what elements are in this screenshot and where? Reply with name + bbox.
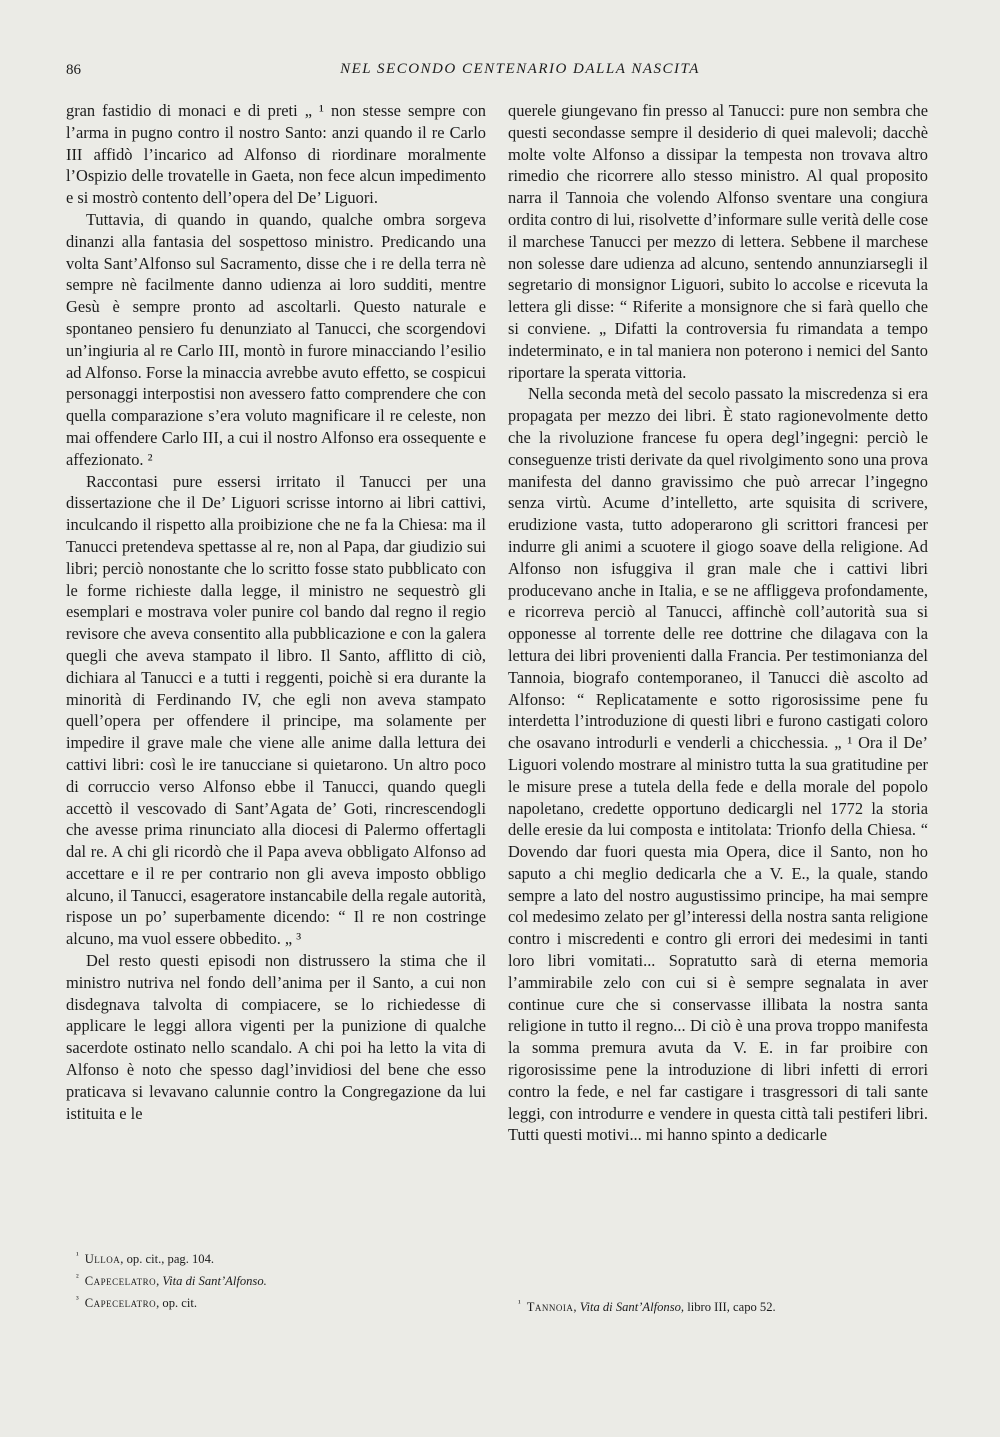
footnote-marker: ³ <box>76 1294 79 1305</box>
footnote: $^{^1}$ Tannoia, Vita di Sant’Alfonso, libro III, capo 52. <box>518 1298 776 1315</box>
paragraph: Tuttavia, di quando in quando, qualche ombra sorgeva dinanzi alla fantasia del sospettoso ministro. Predicando una volta Sant’Alfonso sul Sacramento, disse che i re della terra nè sempre nè facilmente danno udienza ai loro sudditi, mentre Gesù è sempre pronto ad ascoltarli. Questo naturale e spontaneo pensiero fu denunziato al Tanucci, che scorgendovi un’ingiuria al re Carlo III, montò in furore minacciando l’esilio ad Alfonso. Forse la minaccia avrebbe avuto effetto, se cospicui personaggi interpostisi non avessero fatto comprendere che con quella comparazione s’era voluto magnificare il re celeste, non mai offendere Carlo III, a cui il nostro Alfonso era ossequente e affezionato. ² <box>66 209 486 469</box>
footnote-author: Tannoia <box>526 1300 574 1315</box>
footnote-marker: ² <box>76 1272 79 1283</box>
paragraph: Nella seconda metà del secolo passato la miscredenza si era propagata per mezzo dei libri. È stato ragionevolmente detto che la rivoluzione francese fu opera degl’ingegni: perciò le conseguenze tristi derivate da quel rivolgimento sono una prova manifesta del danno gravissimo che può arrecar l’ingegno senza virtù. Acume d’intelletto, arte squisita di scrivere, erudizione vasta, tutto adoperarono gli scrittori francesi per indurre gli animi a scuotere il giogo soave della religione. Ad Alfonso non isfuggiva il gran male che i cattivi libri producevano anche in Italia, e se ne affliggeva profondamente, e ricorreva perciò al Tanucci, affinchè coll’autorità sua si opponesse al torrente delle ree dottrine che dilagava con la lettura dei libri provenienti dalla Francia. Per testimonianza del Tannoia, biografo contemporaneo, il Tanucci diè ascolto ad Alfonso: “ Replicatamente e sotto rigorosissime pene fu interdetta l’introduzione di questi libri e furono castigati coloro che osavano introdurli e venderli a chicchessia. „ ¹ Ora il De’ Liguori volendo mostrare al ministro tutta la sua gratitudine per le misure prese a tutela della fede e della morale del popolo napoletano, credette opportuno dedicargli nel 1772 la storia delle eresie da lui composta e intitolata: Trionfo della Chiesa. “ Dovendo dar fuori questa mia Opera, dice il Santo, non ho saputo a chi meglio dedicarla che a V. E., la quale, stando sempre a lato del nostro augustissimo principe, ha mai sempre col medesimo zelato per gl’interessi della nostra santa religione contro i miscredenti e contro gli errori dei medesimi in tanti loro libri vomitati... Sopratutto sarà di eterna memoria l’ammirabile zelo con cui si è sempre segnalata in aver continue cure che si conservasse illibata la nostra santa religione in tutto il regno... Di ciò è una prova troppo manifesta la somma premura avuta da V. E. in far proibire con rigorosissime pene la introduzione di libri infetti di errori contro la fede, e nel far castigare i trasgressori di tali sante leggi, con introdurre e vendere in questa città tali pestiferi libri. Tutti questi motivi... mi hanno spinto a dedicarle <box>508 384 928 1145</box>
footnote-reference: op. cit. <box>162 1296 198 1311</box>
footnote: $^{^2}$ Capecelatro, Vita di Sant’Alfonso. <box>76 1272 267 1289</box>
footnote: $^{^1}$ Ulloa, op. cit., pag. 104. <box>76 1250 215 1267</box>
footnote-reference: op. cit., pag. 104. <box>126 1252 215 1267</box>
footnote-title: Vita di Sant’Alfonso, <box>579 1300 685 1315</box>
footnote-marker: ¹ <box>76 1250 79 1260</box>
paragraph: Raccontasi pure essersi irritato il Tanucci per una dissertazione che il De’ Liguori scrisse intorno ai libri cattivi, inculcando il rispetto alla proibizione che ne fa la Chiesa: ma il Tanucci pretendeva spettasse al re, non al Papa, dar giudizio sui libri; perciò nonostante che lo scritto fosse stato pubblicato con le forme richieste dalla legge, il ministro ne sequestrò gli esemplari e mostrava voler punire col bando dal regno il regio revisore che aveva consentito alla pubblicazione e con la galera quegli che aveva stampato il libro. Il Santo, afflitto di ciò, dichiara al Tanucci e a tutti i reggenti, poichè si era durante la minorità di Ferdinando IV, che egli non aveva stampato quell’opera per offendere il principe, ma solamente per impedire il grave male che viene alle anime dalla lettura dei cattivi libri: così le ire tanucciane si quietarono. Un altro poco di corruccio verso Alfonso ebbe il Tanucci, quando quegli accettò il vescovado di Sant’Agata de’ Goti, rincrescendogli che avesse prima rinunciato alla diocesi di Palermo offertagli dal re. A chi gli ricordò che il Papa aveva obbligato Alfonso ad accettare e il re per contrario non gli aveva imposto obbligo alcuno, il Tanucci, esageratore instancabile della regale autorità, rispose un po’ superbamente dicendo: “ Il re non costringe alcuno, ma vuol essere obbedito. „ ³ <box>66 471 486 949</box>
running-title: NEL SECONDO CENTENARIO DALLA NASCITA <box>340 61 700 77</box>
footnote-title: Vita di Sant’Alfonso. <box>162 1274 267 1289</box>
page-number: 86 <box>66 62 81 78</box>
footnote-author: Capecelatro <box>84 1274 157 1289</box>
footnote-reference: libro III, capo 52. <box>687 1300 776 1315</box>
paragraph: Del resto questi episodi non distrussero la stima che il ministro nutriva nel fondo dell’anima per il Santo, a cui non disdegnava talvolta di compiacere, se lo richiedesse di applicare le leggi allora vigenti per la punizione di qualche sacerdote ostinato nello scandalo. A chi poi ha letto la vita di Alfonso è noto che spesso dagl’invidiosi del bene che esso praticava si levavano calunnie contro la Congregazione da lui istituita e le <box>66 951 486 1123</box>
footnote-author: Ulloa <box>84 1252 121 1267</box>
right-footnotes <box>508 1294 928 1316</box>
footnote-marker: ¹ <box>518 1298 521 1308</box>
footnote: $^{^3}$ Capecelatro, op. cit. <box>76 1294 198 1311</box>
left-footnotes <box>66 1246 486 1313</box>
left-column <box>66 100 486 1124</box>
paragraph: gran fastidio di monaci e di preti „ ¹ non stesse sempre con l’arma in pugno contro il nostro Santo: anzi quando il re Carlo III affidò l’incarico ad Alfonso di riordinare moralmente l’Ospizio delle trovatelle in Gaeta, non fece alcun impedimento e si mostrò contento dell’opera del De’ Liguori. <box>66 101 486 208</box>
paragraph: querele giungevano fin presso al Tanucci: pure non sembra che questi secondasse sempre il desiderio di quei malevoli; dacchè molte volte Alfonso a dissipar la tempesta non trovava altro rimedio che ricorrere allo stesso ministro. Al qual proposito narra il Tannoia che volendo Alfonso sventare una congiura ordita contro di lui, risolvette d’informare sulle verità delle cose il marchese Tanucci per mezzo di lettera. Sebbene il marchese non solesse dare udienza ad alcuno, sentendo annunziarsegli il segretario di monsignor Liguori, subito lo accolse e ricevuta la lettera gli disse: “ Riferite a monsignore che si farà quello che si conviene. „ Difatti la controversia fu rimandata a tempo indeterminato, e in tal maniera non poterono i nemici del Santo riportare la sperata vittoria. <box>508 101 928 382</box>
footnote-author: Capecelatro <box>84 1296 157 1311</box>
right-column <box>508 100 928 1146</box>
